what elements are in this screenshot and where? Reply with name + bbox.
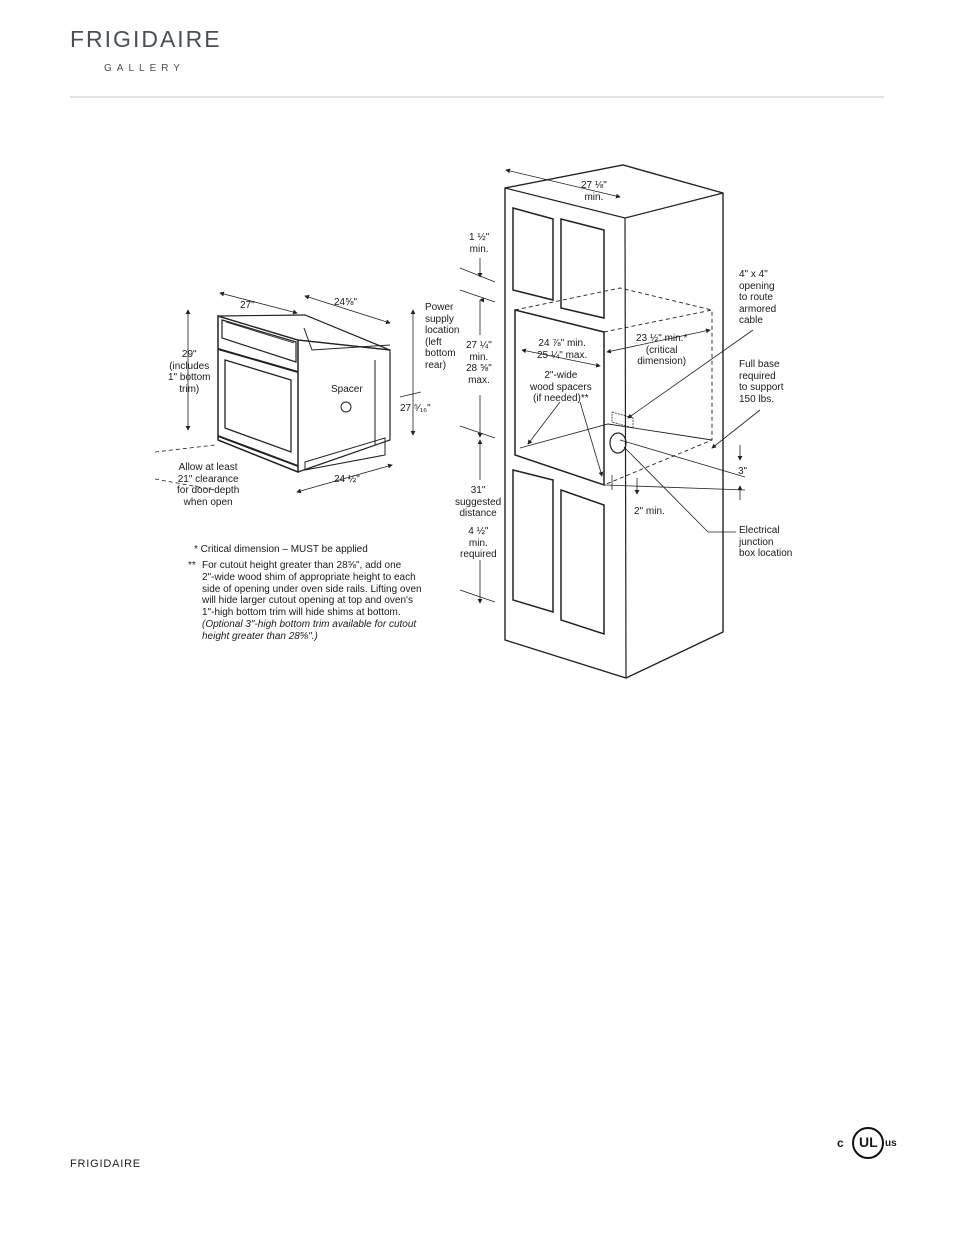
oven-height-label: 29" (includes 1" bottom trim) bbox=[168, 349, 211, 395]
cabinet-top-width-label: 27 ⅛" min. bbox=[581, 180, 607, 203]
note-marker: ** bbox=[188, 560, 196, 571]
wall-oven-drawing bbox=[218, 315, 390, 472]
door-clearance-label: Allow at least 21" clearance for door depth when open bbox=[177, 462, 240, 508]
cutout-height-label: 27 ¼" min. 28 ⅝" max. bbox=[466, 340, 492, 386]
suggested-distance-label: 31" suggested distance bbox=[455, 485, 502, 519]
oven-box-height-label: 27 ⁵⁄₁₆" bbox=[400, 403, 431, 414]
three-inch-label: 3" bbox=[738, 466, 748, 477]
wood-spacers-label: 2"-wide wood spacers (if needed)** bbox=[530, 370, 592, 404]
bottom-required-label: 4 ½" min. required bbox=[460, 526, 497, 560]
spacer-label: Spacer bbox=[331, 384, 363, 395]
note-shim: For cutout height greater than 28⅝", add one 2"-wide wood shim of appropriate height to each side of opening under oven side rails. Lifting oven will hide larger cutout opening at top and oven's 1"-high bottom trim will hide shims at bottom. bbox=[202, 560, 422, 619]
brand-subline: GALLERY bbox=[104, 63, 185, 74]
cabinet-drawing bbox=[505, 165, 723, 678]
ul-us-text: us bbox=[885, 1138, 897, 1149]
junction-box-label: Electrical junction box location bbox=[739, 525, 793, 559]
cable-opening-label: 4" x 4" opening to route armored cable bbox=[739, 269, 777, 326]
cutout-width-label: 24 ⅞" min. 25 ¼" max. bbox=[537, 338, 588, 361]
top-gap-label: 1 ½" min. bbox=[469, 232, 490, 255]
cutout-depth-label: 23 ½" min.* (critical dimension) bbox=[636, 333, 688, 367]
two-inch-min-label: 2" min. bbox=[634, 506, 665, 517]
brand-logo: FRIGIDAIRE bbox=[70, 26, 222, 52]
power-supply-label: Power supply location (left bottom rear) bbox=[425, 302, 460, 371]
footer-brand: FRIGIDAIRE bbox=[70, 1158, 141, 1170]
note-critical: * Critical dimension – MUST be applied bbox=[194, 544, 368, 555]
ul-certification-mark bbox=[837, 1124, 901, 1162]
oven-depth-label: 24⅝" bbox=[334, 297, 358, 308]
oven-width-label: 27" bbox=[240, 300, 255, 311]
note-optional-trim: (Optional 3"-high bottom trim available for cutout height greater than 28⅝".) bbox=[202, 619, 417, 642]
ul-mark-text: UL bbox=[859, 1134, 878, 1150]
oven-bottom-depth-label: 24 ½" bbox=[334, 474, 360, 485]
ul-c-text: c bbox=[837, 1136, 844, 1150]
full-base-label: Full base required to support 150 lbs. bbox=[739, 359, 784, 405]
